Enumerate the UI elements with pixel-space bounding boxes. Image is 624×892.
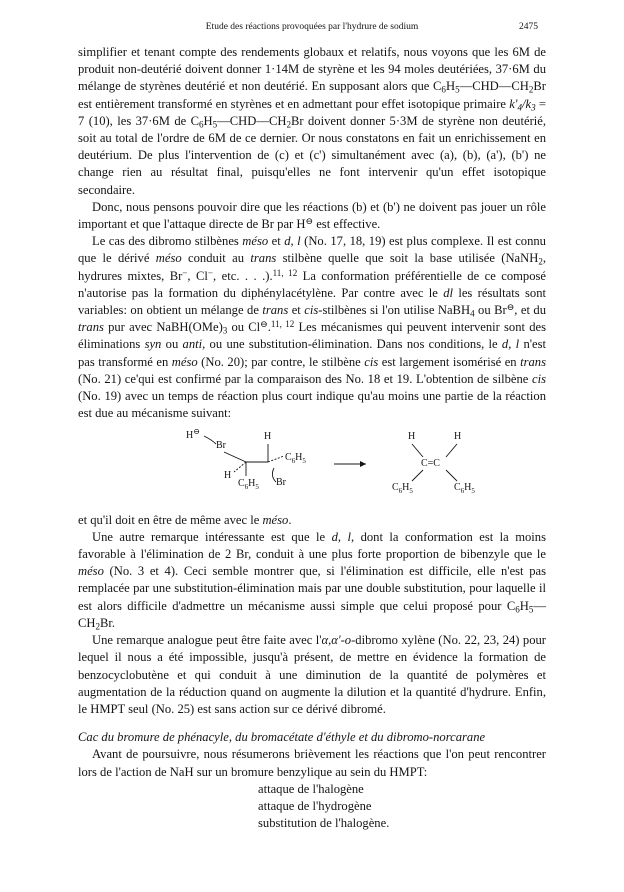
- paragraph-isotope-effect: simplifier et tenant compte des rendements globaux et relatifs, nous voyons que les 6M de produit non-deutérié doivent donner 1·14M de styrène et les 94 moles deutériées, 37·6M du mélange de styrènes deutérié et non deutérié. En supposant alors que $C_6H_5—CHD—CH_2Br$ est entièrement transformé en styrènes et en admettant pour effet isotopique primaire $k'_4/k_3 = 7$ (10), les 37·6M de $C_6H_5—CHD—CH_2Br$ doivent donner 5·3M de styrène non deutérié, soit au total de l'ordre de 6M de ce dernier. Or nous constatons en fait un enrichissement en deutérium. De plus l'intervention de (c) et (c') simultanément avec (a), (b), (a'), (b') ne change rien au résultat final, puisqu'elles ne font intervenir qu'un effet isotopique secondaire.: [78, 45, 546, 197]
- product-phenyl-left: $C_6H_5$: [392, 482, 413, 496]
- running-header: [0, 22, 624, 38]
- product-bond-ph1: [412, 470, 423, 481]
- product-bond-h1: [412, 444, 423, 457]
- paragraph-direct-attack: Donc, nous pensons pouvoir dire que les réactions (b) et (b') ne doivent pas jouer un rôle important et que l'attaque directe de Br par H⊖ est effective.: [78, 199, 546, 232]
- hydrogen-left: H: [224, 470, 232, 482]
- paragraph-dibromo-xylene: Une remarque analogue peut être faite avec l'α,α'-o-dibromo xylène (No. 22, 23, 24) pour lequel il nous a été impossible, jusqu'à présent, de mettre en évidence la formation de benzocyclobutène et qui conduit à une diminution de la quantité de polymères et augmentation de la réduction quand on augmente la dilution et la quantité d'hydrure. Enfin, le HMPT seul (No. 25) est sans action sur ce dérivé dibromé.: [78, 633, 546, 716]
- list-item: attaque de l'halogène: [258, 781, 364, 796]
- article-body: [78, 44, 546, 832]
- reaction-type-list: [78, 781, 546, 833]
- reference-markers: 11, 12: [270, 319, 295, 330]
- phenyl-bottom: $C_6H_5$: [238, 478, 259, 492]
- isotope-effect-ratio: $k'_4/k_3$: [509, 96, 536, 112]
- list-item: substitution de l'halogène.: [258, 816, 390, 831]
- page-number: 2475: [519, 22, 538, 32]
- hydrogen-top: H: [264, 431, 272, 443]
- paragraph-summary-intro: Avant de poursuivre, nous résumerons brièvement les réactions que l'on peut rencontrer lors de l'action de NaH sur un bromure benzylique au sein du HMPT:: [78, 747, 546, 779]
- hydride-label: H⊖: [186, 427, 200, 442]
- bromine-top: Br: [216, 440, 226, 452]
- bromine-bottom: Br: [276, 477, 286, 489]
- hydride-attack-arrow: [204, 436, 216, 444]
- paragraph-dl-conformation: Une autre remarque intéressante est que le d, l, dont la conformation est la moins favorable à l'élimination de 2 Br, conduit à une plus forte proportion de bibenzyle que le méso (No. 3 et 4). Ceci semble montrer que, si l'élimination est difficile, elle n'est pas remplacée par une substitution-élimination mais par une double substitution, pour laquelle il est alors difficile d'admettre un mécanisme aussi simple que celui proposé pour $C_6H_5—CH_2Br$.: [78, 529, 547, 632]
- product-bond-ph2: [446, 470, 457, 481]
- running-title: Etude des réactions provoquées par l'hydrure de sodium: [205, 22, 419, 32]
- reaction-scheme: [78, 424, 546, 505]
- product-double-bond: C=C: [421, 458, 440, 470]
- paragraph-meso-note: et qu'il doit en être de même avec le méso.: [78, 512, 292, 527]
- elimination-mechanism-diagram: [78, 424, 546, 500]
- list-item: attaque de l'hydrogène: [258, 798, 372, 813]
- product-bond-h2: [446, 444, 457, 457]
- product-phenyl-right: $C_6H_5$: [454, 482, 475, 496]
- product-hydrogen-right: H: [454, 431, 462, 443]
- bond-c1-h: [234, 462, 246, 472]
- section-heading: Cac du bromure de phénacyle, du bromacétate d'éthyle et du dibromo-norcarane: [78, 730, 486, 745]
- product-hydrogen-left: H: [408, 431, 416, 443]
- bond-c2-phenyl: [268, 456, 284, 462]
- reaction-arrow-head: [360, 461, 366, 467]
- bond-c1-br: [224, 452, 246, 462]
- reference-markers: 11, 12: [272, 267, 298, 278]
- phenyl-right: $C_6H_5$: [285, 452, 306, 466]
- paragraph-dibromo-stilbenes: Le cas des dibromo stilbènes méso et d, l (No. 17, 18, 19) est plus complexe. Il est connu que le dérivé méso conduit au trans stilbène quelle que soit la base utilisée (NaNH$_2$, hydrures mixtes, Br−, Cl−, etc. . . .).$^{11, 12}$ La conformation préférentielle de ce composé n'autorise pas la formation du diphénylacétylène. Par contre avec le dl les résultats sont variables: on obtient un mélange de trans et cis-stilbènes si l'on utilise NaBH$_4$ ou Br⊖, et du trans pur avec $NaBH(OMe)_3$ ou Cl⊖.$^{11, 12}$ Les mécanismes qui peuvent intervenir sont des éliminations syn ou anti, ou une substitution-élimination. Dans nos conditions, le d, l n'est pas transformé en méso (No. 20); par contre, le stilbène cis est largement isomérisé en trans (No. 21) ce'qui est confirmé par la comparaison des No. 18 et 19. L'obtention de silbène cis (No. 19) avec un temps de réaction plus court indique qu'au moins une partie de la réaction est due au mécanisme suivant:: [78, 234, 547, 421]
